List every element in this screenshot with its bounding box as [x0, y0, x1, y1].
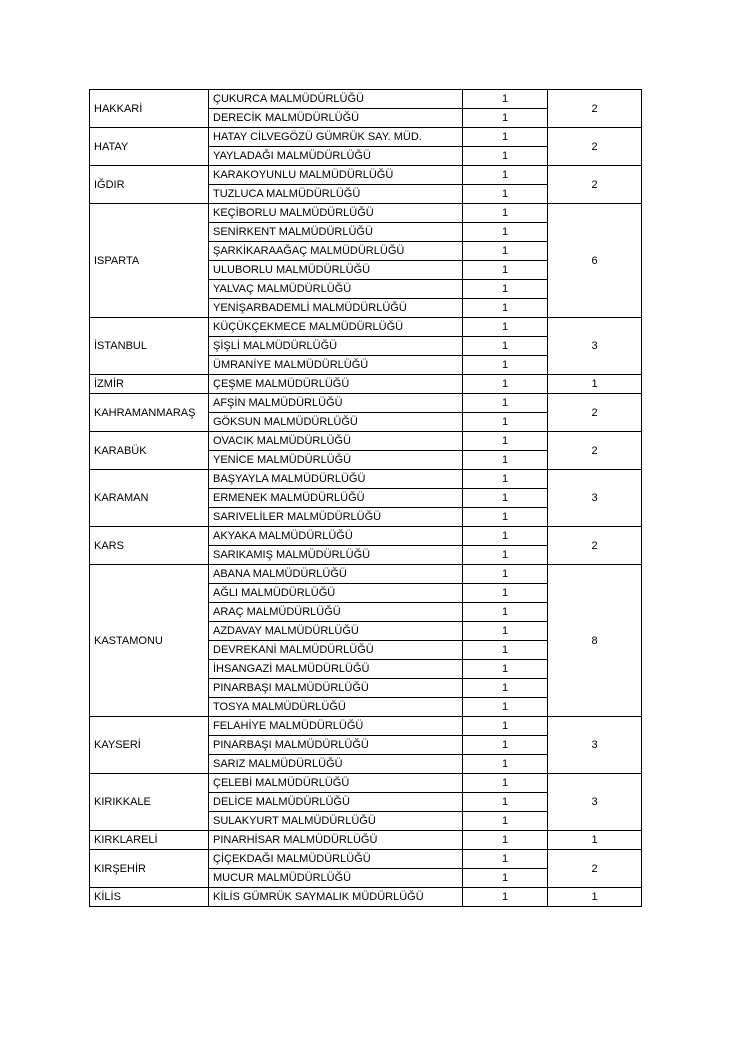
total-cell: 6: [548, 204, 642, 318]
office-cell: PINARHİSAR MALMÜDÜRLÜĞÜ: [209, 831, 463, 850]
count-cell: 1: [463, 641, 548, 660]
total-cell: 3: [548, 318, 642, 375]
table-row: [90, 470, 642, 489]
office-cell: PINARBAŞI MALMÜDÜRLÜĞÜ: [209, 736, 463, 755]
total-cell: 3: [548, 717, 642, 774]
count-cell: 1: [463, 584, 548, 603]
table-row: [90, 166, 642, 185]
office-cell: AKYAKA MALMÜDÜRLÜĞÜ: [209, 527, 463, 546]
count-cell: 1: [463, 318, 548, 337]
office-cell: SARIVELİLER MALMÜDÜRLÜĞÜ: [209, 508, 463, 527]
office-cell: YENİCE MALMÜDÜRLÜĞÜ: [209, 451, 463, 470]
office-cell: GÖKSUN MALMÜDÜRLÜĞÜ: [209, 413, 463, 432]
total-cell: 2: [548, 166, 642, 204]
office-cell: SARIKAMIŞ MALMÜDÜRLÜĞÜ: [209, 546, 463, 565]
total-cell: 3: [548, 774, 642, 831]
office-cell: TUZLUCA MALMÜDÜRLÜĞÜ: [209, 185, 463, 204]
office-cell: HATAY CİLVEGÖZÜ GÜMRÜK SAY. MÜD.: [209, 128, 463, 147]
count-cell: 1: [463, 432, 548, 451]
count-cell: 1: [463, 679, 548, 698]
office-cell: AFŞİN MALMÜDÜRLÜĞÜ: [209, 394, 463, 413]
office-cell: AZDAVAY MALMÜDÜRLÜĞÜ: [209, 622, 463, 641]
table-row: [90, 774, 642, 793]
office-cell: ŞARKİKARAAĞAÇ MALMÜDÜRLÜĞÜ: [209, 242, 463, 261]
province-cell: KAYSERİ: [90, 717, 209, 774]
office-cell: ARAÇ MALMÜDÜRLÜĞÜ: [209, 603, 463, 622]
province-cell: KIRŞEHİR: [90, 850, 209, 888]
province-cell: KIRKLARELİ: [90, 831, 209, 850]
count-cell: 1: [463, 489, 548, 508]
table-row: [90, 318, 642, 337]
table-row: [90, 527, 642, 546]
table-row: [90, 831, 642, 850]
total-cell: 1: [548, 888, 642, 907]
table-row: [90, 717, 642, 736]
total-cell: 1: [548, 831, 642, 850]
office-cell: YALVAÇ MALMÜDÜRLÜĞÜ: [209, 280, 463, 299]
province-cell: İSTANBUL: [90, 318, 209, 375]
count-cell: 1: [463, 280, 548, 299]
count-cell: 1: [463, 356, 548, 375]
province-cell: KASTAMONU: [90, 565, 209, 717]
office-cell: ERMENEK MALMÜDÜRLÜĞÜ: [209, 489, 463, 508]
count-cell: 1: [463, 736, 548, 755]
table-row: [90, 565, 642, 584]
count-cell: 1: [463, 261, 548, 280]
count-cell: 1: [463, 394, 548, 413]
count-cell: 1: [463, 793, 548, 812]
office-cell: DELİCE MALMÜDÜRLÜĞÜ: [209, 793, 463, 812]
allocation-table: [89, 89, 642, 907]
count-cell: 1: [463, 812, 548, 831]
office-cell: ULUBORLU MALMÜDÜRLÜĞÜ: [209, 261, 463, 280]
count-cell: 1: [463, 774, 548, 793]
office-cell: KÜÇÜKÇEKMECE MALMÜDÜRLÜĞÜ: [209, 318, 463, 337]
province-cell: KARABÜK: [90, 432, 209, 470]
office-cell: BAŞYAYLA MALMÜDÜRLÜĞÜ: [209, 470, 463, 489]
count-cell: 1: [463, 660, 548, 679]
office-cell: ÇUKURCA MALMÜDÜRLÜĞÜ: [209, 90, 463, 109]
count-cell: 1: [463, 451, 548, 470]
office-cell: ÇELEBİ MALMÜDÜRLÜĞÜ: [209, 774, 463, 793]
allocation-table-body: [90, 90, 642, 907]
count-cell: 1: [463, 698, 548, 717]
count-cell: 1: [463, 337, 548, 356]
province-cell: HATAY: [90, 128, 209, 166]
count-cell: 1: [463, 831, 548, 850]
office-cell: KEÇİBORLU MALMÜDÜRLÜĞÜ: [209, 204, 463, 223]
count-cell: 1: [463, 413, 548, 432]
count-cell: 1: [463, 375, 548, 394]
total-cell: 1: [548, 375, 642, 394]
office-cell: YAYLADAĞI MALMÜDÜRLÜĞÜ: [209, 147, 463, 166]
count-cell: 1: [463, 622, 548, 641]
table-row: [90, 394, 642, 413]
province-cell: İZMİR: [90, 375, 209, 394]
office-cell: PINARBAŞI MALMÜDÜRLÜĞÜ: [209, 679, 463, 698]
office-cell: SENİRKENT MALMÜDÜRLÜĞÜ: [209, 223, 463, 242]
office-cell: ÜMRANİYE MALMÜDÜRLÜĞÜ: [209, 356, 463, 375]
total-cell: 2: [548, 128, 642, 166]
count-cell: 1: [463, 717, 548, 736]
total-cell: 8: [548, 565, 642, 717]
total-cell: 2: [548, 527, 642, 565]
province-cell: HAKKARİ: [90, 90, 209, 128]
count-cell: 1: [463, 185, 548, 204]
province-cell: KARS: [90, 527, 209, 565]
table-row: [90, 90, 642, 109]
office-cell: MUCUR MALMÜDÜRLÜĞÜ: [209, 869, 463, 888]
count-cell: 1: [463, 527, 548, 546]
count-cell: 1: [463, 90, 548, 109]
office-cell: KARAKOYUNLU MALMÜDÜRLÜĞÜ: [209, 166, 463, 185]
count-cell: 1: [463, 128, 548, 147]
office-cell: ÇİÇEKDAĞI MALMÜDÜRLÜĞÜ: [209, 850, 463, 869]
count-cell: 1: [463, 166, 548, 185]
office-cell: ÇEŞME MALMÜDÜRLÜĞÜ: [209, 375, 463, 394]
province-cell: IĞDIR: [90, 166, 209, 204]
count-cell: 1: [463, 147, 548, 166]
count-cell: 1: [463, 565, 548, 584]
office-cell: KİLİS GÜMRÜK SAYMALIK MÜDÜRLÜĞÜ: [209, 888, 463, 907]
office-cell: DERECİK MALMÜDÜRLÜĞÜ: [209, 109, 463, 128]
office-cell: ABANA MALMÜDÜRLÜĞÜ: [209, 565, 463, 584]
office-cell: TOSYA MALMÜDÜRLÜĞÜ: [209, 698, 463, 717]
office-cell: İHSANGAZİ MALMÜDÜRLÜĞÜ: [209, 660, 463, 679]
table-row: [90, 850, 642, 869]
office-cell: SULAKYURT MALMÜDÜRLÜĞÜ: [209, 812, 463, 831]
office-cell: DEVREKANİ MALMÜDÜRLÜĞÜ: [209, 641, 463, 660]
province-cell: KIRIKKALE: [90, 774, 209, 831]
office-cell: ŞİŞLİ MALMÜDÜRLÜĞÜ: [209, 337, 463, 356]
count-cell: 1: [463, 869, 548, 888]
total-cell: 2: [548, 90, 642, 128]
province-cell: KARAMAN: [90, 470, 209, 527]
province-cell: KİLİS: [90, 888, 209, 907]
total-cell: 2: [548, 432, 642, 470]
count-cell: 1: [463, 888, 548, 907]
total-cell: 2: [548, 850, 642, 888]
table-row: [90, 128, 642, 147]
total-cell: 3: [548, 470, 642, 527]
total-cell: 2: [548, 394, 642, 432]
count-cell: 1: [463, 508, 548, 527]
count-cell: 1: [463, 109, 548, 128]
office-cell: FELAHİYE MALMÜDÜRLÜĞÜ: [209, 717, 463, 736]
table-row: [90, 888, 642, 907]
office-cell: AĞLI MALMÜDÜRLÜĞÜ: [209, 584, 463, 603]
office-cell: OVACIK MALMÜDÜRLÜĞÜ: [209, 432, 463, 451]
table-row: [90, 375, 642, 394]
count-cell: 1: [463, 470, 548, 489]
province-cell: KAHRAMANMARAŞ: [90, 394, 209, 432]
table-row: [90, 204, 642, 223]
office-cell: YENİŞARBADEMLİ MALMÜDÜRLÜĞÜ: [209, 299, 463, 318]
count-cell: 1: [463, 850, 548, 869]
office-cell: SARIZ MALMÜDÜRLÜĞÜ: [209, 755, 463, 774]
table-row: [90, 432, 642, 451]
count-cell: 1: [463, 242, 548, 261]
count-cell: 1: [463, 299, 548, 318]
count-cell: 1: [463, 546, 548, 565]
count-cell: 1: [463, 755, 548, 774]
count-cell: 1: [463, 603, 548, 622]
count-cell: 1: [463, 223, 548, 242]
province-cell: ISPARTA: [90, 204, 209, 318]
count-cell: 1: [463, 204, 548, 223]
